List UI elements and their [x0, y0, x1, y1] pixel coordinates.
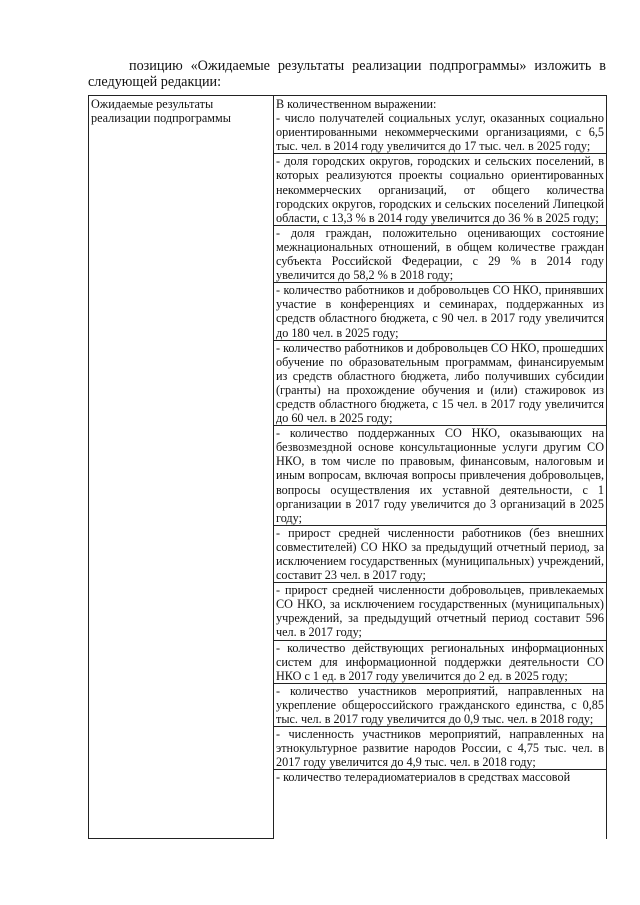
intro-line-1: позицию «Ожидаемые результаты реализации подпрограммы» изложить в: [129, 58, 606, 74]
intro-paragraph: [88, 58, 606, 90]
table-row: [89, 96, 607, 839]
list-item: - численность участников мероприятий, направленных на этнокультурное развитие народов России, с 4,75 тыс. чел. в 2017 году увеличится до 4,9 тыс. чел. в 2018 году;: [276, 727, 604, 770]
list-item: - количество телерадиоматериалов в средствах массовой: [274, 769, 606, 784]
list-item: - количество поддержанных СО НКО, оказывающих на безвозмездной основе консультационные услуги другим СО НКО, в том числе по правовым, финансовым, налоговым и иным вопросам, включая вопросы привлечения добровольцев, вопросы осуществления их уставной деятельности, с 1 организации в 2017 году увеличится до 3 организаций в 2025 году;: [276, 426, 604, 525]
list-item: - число получателей социальных услуг, оказанных социально ориентированными некоммерческими организациями, с 6,5 тыс. чел. в 2014 году увеличится до 17 тыс. чел. в 2025 году;: [276, 111, 604, 154]
list-item: - доля граждан, положительно оценивающих состояние межнациональных отношений, в общем количестве граждан субъекта Российской Федерации, с 29 % в 2014 году увеличится до 58,2 % в 2018 году;: [276, 225, 604, 283]
list-item: - количество работников и добровольцев СО НКО, принявших участие в конференциях и семинарах, поддержанных из средств областного бюджета, с 90 чел. в 2017 году увеличится до 180 чел. в 2025 году;: [276, 283, 604, 340]
list-item: - доля городских округов, городских и сельских поселений, в которых реализуются проекты социально ориентированных некоммерческих организаций, от общего количества городских округов, городских и сельских поселений Липецкой области, с 13,3 % в 2014 году увеличится до 36 % в 2025 году;: [276, 154, 604, 225]
list-item: - прирост средней численности добровольцев, привлекаемых СО НКО, за исключением государственных (муниципальных) учреждений, за предыдущий отчетный период составит 596 чел. в 2017 году;: [276, 583, 604, 640]
list-item: - количество участников мероприятий, направленных на укрепление общероссийского гражданского единства, с 0,85 тыс. чел. в 2017 году увеличится до 0,9 тыс. чел. в 2018 году;: [276, 683, 604, 727]
list-item: - количество работников и добровольцев СО НКО, прошедших обучение по образовательным программам, финансируемым из средств областного бюджета, либо получивших субсидии (гранты) на прохождение обучения и (или) стажировок из средств областного бюджета, с 15 чел. в 2017 году увеличится до 60 чел. в 2025 году;: [276, 340, 604, 426]
right-cell-heading: В количественном выражении:: [276, 97, 437, 111]
list-item: - прирост средней численности работников (без внешних совместителей) СО НКО за предыдущий отчетный период, за исключением государственных (муниципальных) учреждений, составит 23 чел. в 2017 году;: [276, 525, 604, 583]
program-results-table: [88, 95, 607, 839]
left-cell: [89, 96, 274, 839]
intro-line-2: следующей редакции:: [88, 74, 222, 90]
list-item: - количество действующих региональных информационных систем для информационной поддержки деятельности СО НКО с 1 ед. в 2017 году увеличится до 2 ед. в 2025 году;: [276, 640, 604, 683]
left-cell-label: Ожидаемые результаты реализации подпрограммы: [91, 97, 231, 126]
right-cell: [274, 96, 607, 839]
